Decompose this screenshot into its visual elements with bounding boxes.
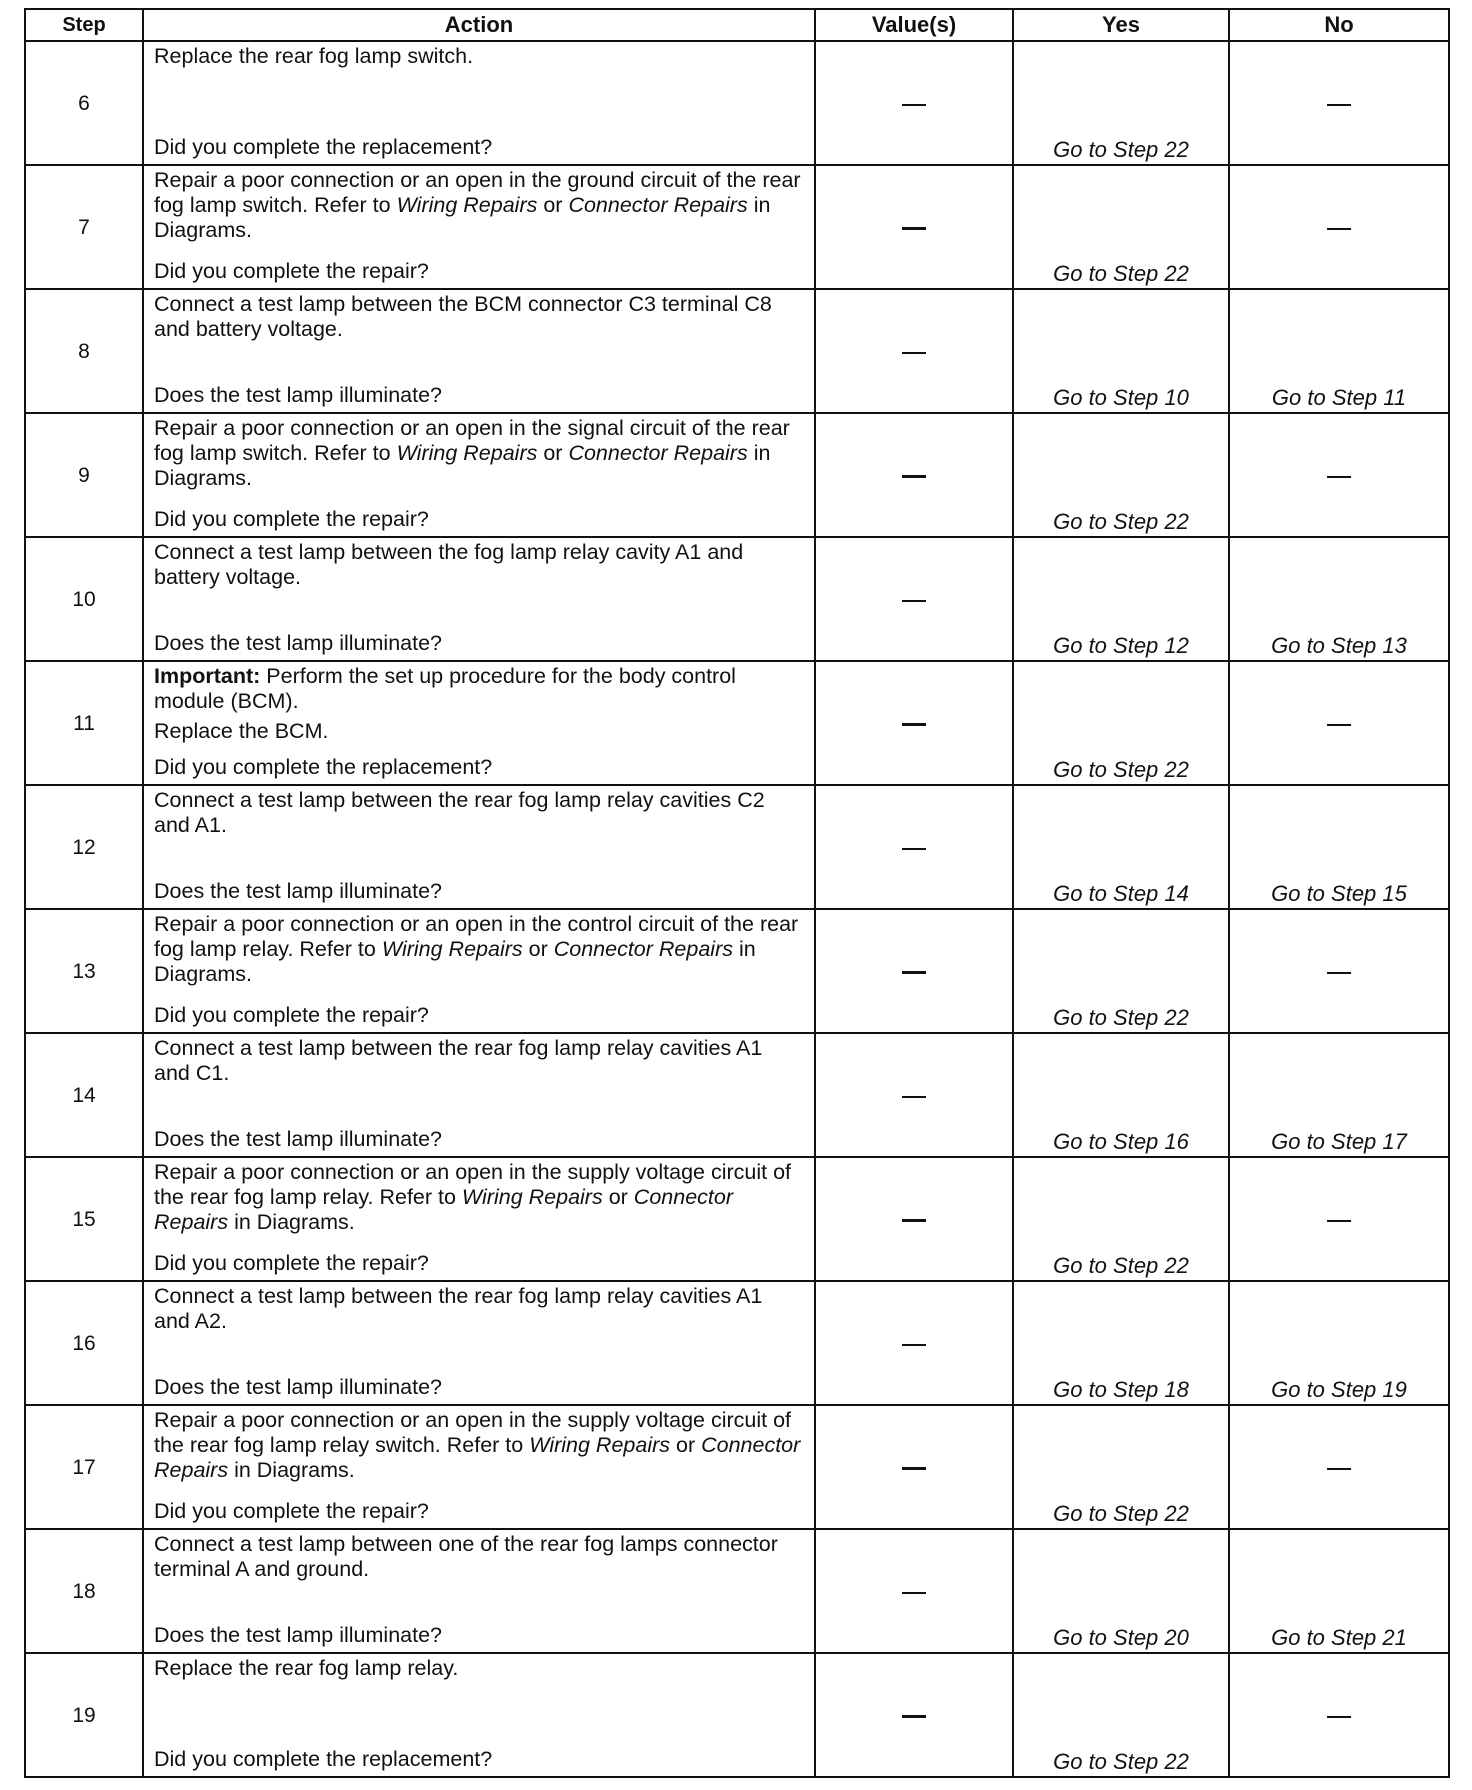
value-cell (815, 909, 1013, 1033)
action-instructions (154, 1034, 804, 1086)
action-question: Did you complete the repair? (154, 507, 429, 531)
yes-goto: Go to Step 16 (1013, 1033, 1229, 1157)
action-instructions (154, 1406, 804, 1483)
step-number: 11 (25, 661, 143, 785)
no-cell (1229, 1653, 1449, 1777)
diagnostic-steps-table (24, 8, 1450, 1778)
table-row (25, 1157, 1449, 1281)
action-cell (143, 1653, 815, 1777)
action-question: Does the test lamp illuminate? (154, 1127, 443, 1151)
value-dash (902, 1592, 926, 1594)
action-instructions (154, 414, 804, 491)
step-number: 10 (25, 537, 143, 661)
value-dash (902, 848, 926, 850)
value-cell (815, 413, 1013, 537)
no-cell (1229, 1405, 1449, 1529)
yes-goto: Go to Step 22 (1013, 1405, 1229, 1529)
action-cell (143, 785, 815, 909)
value-cell (815, 1033, 1013, 1157)
value-dash (902, 227, 926, 230)
action-cell (143, 1157, 815, 1281)
action-cell (143, 661, 815, 785)
action-content (154, 290, 804, 410)
header-row (25, 9, 1449, 41)
action-question: Did you complete the repair? (154, 259, 429, 283)
value-cell (815, 1653, 1013, 1777)
value-dash (902, 1467, 926, 1470)
action-content (154, 1654, 804, 1774)
action-question: Did you complete the repair? (154, 1499, 429, 1523)
action-question: Does the test lamp illuminate? (154, 879, 443, 903)
step-number: 17 (25, 1405, 143, 1529)
action-cell (143, 413, 815, 537)
action-text: Replace the rear fog lamp relay. (154, 1656, 459, 1680)
header-action: Action (143, 9, 815, 41)
step-number: 16 (25, 1281, 143, 1405)
action-content (154, 414, 804, 534)
table-row (25, 1529, 1449, 1653)
no-goto: Go to Step 15 (1229, 785, 1449, 909)
action-cell (143, 1529, 815, 1653)
action-text: Connect a test lamp between the rear fog lamp relay cavities C2 and A1. (154, 788, 765, 837)
action-text: Connect a test lamp between one of the rear fog lamps connector terminal A and ground. (154, 1532, 778, 1581)
action-text: Repair a poor connection or an open in the ground circuit of the rear fog lamp switch. Refer to Wiring Repairs or Connector Repairs in Diagrams. (154, 168, 801, 242)
action-question: Does the test lamp illuminate? (154, 631, 443, 655)
action-instructions (154, 1654, 804, 1681)
step-number: 6 (25, 41, 143, 165)
value-dash (902, 475, 926, 478)
value-cell (815, 661, 1013, 785)
value-dash (902, 723, 926, 726)
action-cell (143, 537, 815, 661)
action-question: Did you complete the replacement? (154, 755, 493, 779)
value-cell (815, 41, 1013, 165)
action-text: Replace the rear fog lamp switch. (154, 44, 474, 68)
action-question: Did you complete the repair? (154, 1003, 429, 1027)
value-dash (902, 1219, 926, 1222)
yes-goto: Go to Step 22 (1013, 661, 1229, 785)
no-dash (1327, 1468, 1351, 1470)
no-dash (1327, 972, 1351, 974)
step-number: 19 (25, 1653, 143, 1777)
yes-goto: Go to Step 22 (1013, 909, 1229, 1033)
action-cell (143, 41, 815, 165)
action-instructions (154, 166, 804, 243)
step-number: 8 (25, 289, 143, 413)
action-instructions (154, 1158, 804, 1235)
table-row (25, 1033, 1449, 1157)
value-cell (815, 165, 1013, 289)
action-content (154, 166, 804, 286)
action-instructions (154, 1530, 804, 1582)
action-cell (143, 1281, 815, 1405)
step-number: 14 (25, 1033, 143, 1157)
action-text: Repair a poor connection or an open in the supply voltage circuit of the rear fog lamp relay. Refer to Wiring Repairs or Connector Repairs in Diagrams. (154, 1160, 792, 1234)
no-goto: Go to Step 11 (1229, 289, 1449, 413)
table-row (25, 785, 1449, 909)
value-cell (815, 537, 1013, 661)
action-instructions (154, 910, 804, 987)
yes-goto: Go to Step 22 (1013, 413, 1229, 537)
yes-goto: Go to Step 12 (1013, 537, 1229, 661)
yes-goto: Go to Step 22 (1013, 1157, 1229, 1281)
action-text: Repair a poor connection or an open in the supply voltage circuit of the rear fog lamp relay switch. Refer to Wiring Repairs or Connector Repairs in Diagrams. (154, 1408, 801, 1482)
table-row (25, 909, 1449, 1033)
table-row (25, 1281, 1449, 1405)
yes-goto: Go to Step 22 (1013, 165, 1229, 289)
diagnostic-table-page (24, 8, 1448, 1778)
action-text: Repair a poor connection or an open in the control circuit of the rear fog lamp relay. Refer to Wiring Repairs or Connector Repairs in Diagrams. (154, 912, 799, 986)
value-dash (902, 1715, 926, 1718)
no-cell (1229, 165, 1449, 289)
value-cell (815, 289, 1013, 413)
table-row (25, 289, 1449, 413)
no-goto: Go to Step 21 (1229, 1529, 1449, 1653)
table-row (25, 661, 1449, 785)
no-goto: Go to Step 13 (1229, 537, 1449, 661)
no-dash (1327, 1220, 1351, 1222)
value-cell (815, 1405, 1013, 1529)
action-content (154, 662, 804, 782)
value-cell (815, 1529, 1013, 1653)
action-text: Replace the BCM. (154, 719, 329, 743)
action-text: Repair a poor connection or an open in the signal circuit of the rear fog lamp switch. Refer to Wiring Repairs or Connector Repairs in Diagrams. (154, 416, 790, 490)
action-instructions (154, 786, 804, 838)
action-content (154, 1034, 804, 1154)
action-content (154, 538, 804, 658)
no-cell (1229, 41, 1449, 165)
step-number: 15 (25, 1157, 143, 1281)
action-content (154, 42, 804, 162)
action-cell (143, 289, 815, 413)
no-goto: Go to Step 17 (1229, 1033, 1449, 1157)
action-text: Important: Perform the set up procedure for the body control module (BCM). (154, 664, 736, 713)
no-dash (1327, 476, 1351, 478)
action-instructions (154, 662, 804, 744)
yes-goto: Go to Step 20 (1013, 1529, 1229, 1653)
value-dash (902, 971, 926, 974)
no-dash (1327, 1716, 1351, 1718)
action-question: Did you complete the replacement? (154, 135, 493, 159)
header-yes: Yes (1013, 9, 1229, 41)
yes-goto: Go to Step 22 (1013, 1653, 1229, 1777)
action-cell (143, 165, 815, 289)
action-instructions (154, 1282, 804, 1334)
value-dash (902, 352, 926, 354)
value-dash (902, 600, 926, 602)
action-content (154, 1530, 804, 1650)
action-cell (143, 1405, 815, 1529)
no-dash (1327, 228, 1351, 230)
action-content (154, 1406, 804, 1526)
action-question: Does the test lamp illuminate? (154, 1623, 443, 1647)
no-dash (1327, 104, 1351, 106)
table-row (25, 413, 1449, 537)
value-cell (815, 785, 1013, 909)
value-dash (902, 1344, 926, 1346)
yes-goto: Go to Step 10 (1013, 289, 1229, 413)
table-row (25, 1653, 1449, 1777)
step-number: 18 (25, 1529, 143, 1653)
value-dash (902, 104, 926, 106)
step-number: 7 (25, 165, 143, 289)
no-cell (1229, 413, 1449, 537)
action-text: Connect a test lamp between the BCM connector C3 terminal C8 and battery voltage. (154, 292, 772, 341)
action-instructions (154, 42, 804, 69)
step-number: 13 (25, 909, 143, 1033)
action-text: Connect a test lamp between the rear fog lamp relay cavities A1 and C1. (154, 1036, 763, 1085)
step-number: 9 (25, 413, 143, 537)
action-question: Does the test lamp illuminate? (154, 1375, 443, 1399)
action-content (154, 910, 804, 1030)
action-question: Does the test lamp illuminate? (154, 383, 443, 407)
action-cell (143, 909, 815, 1033)
yes-goto: Go to Step 14 (1013, 785, 1229, 909)
table-body (25, 41, 1449, 1777)
yes-goto: Go to Step 18 (1013, 1281, 1229, 1405)
header-step: Step (25, 9, 143, 41)
no-goto: Go to Step 19 (1229, 1281, 1449, 1405)
table-row (25, 41, 1449, 165)
action-content (154, 1282, 804, 1402)
table-row (25, 165, 1449, 289)
header-no: No (1229, 9, 1449, 41)
action-cell (143, 1033, 815, 1157)
no-dash (1327, 724, 1351, 726)
no-cell (1229, 1157, 1449, 1281)
action-instructions (154, 290, 804, 342)
header-values: Value(s) (815, 9, 1013, 41)
action-text: Connect a test lamp between the fog lamp relay cavity A1 and battery voltage. (154, 540, 744, 589)
value-cell (815, 1281, 1013, 1405)
action-question: Did you complete the replacement? (154, 1747, 493, 1771)
action-text: Connect a test lamp between the rear fog lamp relay cavities A1 and A2. (154, 1284, 763, 1333)
table-row (25, 537, 1449, 661)
step-number: 12 (25, 785, 143, 909)
action-content (154, 1158, 804, 1278)
action-instructions (154, 538, 804, 590)
action-content (154, 786, 804, 906)
value-cell (815, 1157, 1013, 1281)
value-dash (902, 1096, 926, 1098)
no-cell (1229, 909, 1449, 1033)
yes-goto: Go to Step 22 (1013, 41, 1229, 165)
table-row (25, 1405, 1449, 1529)
action-question: Did you complete the repair? (154, 1251, 429, 1275)
no-cell (1229, 661, 1449, 785)
